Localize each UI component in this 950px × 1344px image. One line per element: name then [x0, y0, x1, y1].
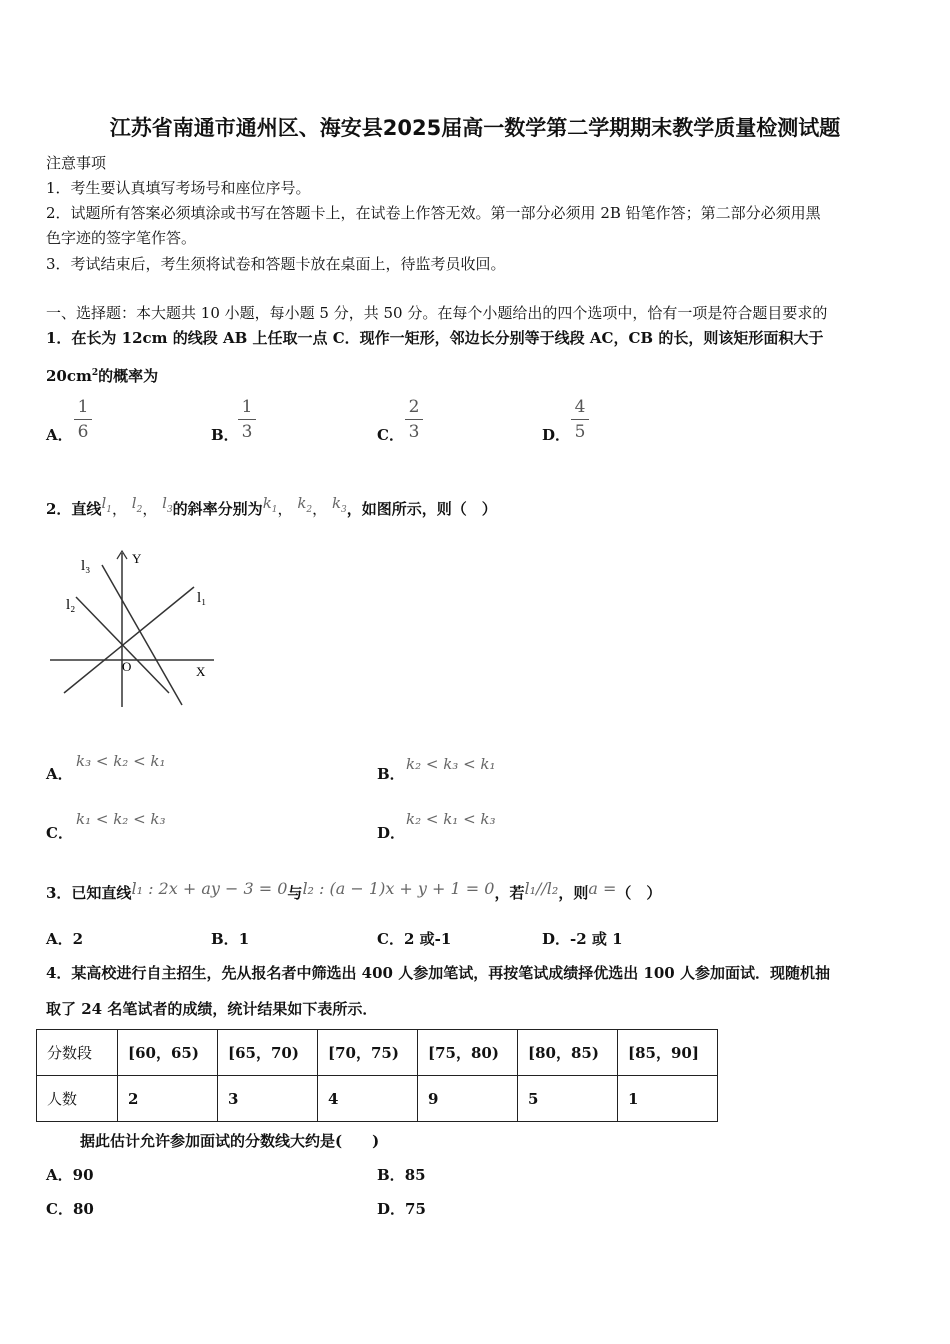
q1-stem-2: $20cm^2$的概率为: [46, 367, 159, 385]
section-heading: 一、选择题：本大题共 10 小题，每小题 5 分，共 50 分。在每个小题给出的四个选项中，恰有一项是符合题目要求的: [46, 304, 828, 322]
note-item-2: 2．试题所有答案必须填涂或书写在答题卡上，在试卷上作答无效。第一部分必须用 2B 铅笔作答；第二部分必须用黑: [46, 204, 821, 222]
label-l2: l₂: [66, 597, 76, 613]
table-cell: [60，65): [118, 1030, 218, 1076]
line-l1: [64, 587, 194, 693]
q2-option-c-label[interactable]: C．: [46, 824, 73, 842]
table-cell: 4: [318, 1076, 418, 1122]
label-y: Y: [132, 551, 142, 566]
q2-stem: 2．直线$l_1$， $l_2$， $l_3$的斜率分别为$k_1$， $k_2$， $k_3$，如图所示，则（ ）: [46, 494, 497, 518]
label-origin: O: [122, 659, 132, 674]
q4-stem: 4．某高校进行自主招生，先从报名者中筛选出 400 人参加笔试，再按笔试成绩择优选出 100 人参加面试．现随机抽: [46, 964, 830, 982]
q3-option-b[interactable]: B．1: [211, 930, 250, 948]
q2-option-a-expr: k₃ < k₂ < k₁: [76, 752, 166, 770]
q3-option-d[interactable]: D．-2 或 1: [542, 930, 623, 948]
q1-option-d-fraction: 4 5: [571, 397, 589, 442]
table-cell: [80，85): [518, 1030, 618, 1076]
q1-stem: 1．在长为 12cm 的线段 AB 上任取一点 C．现作一矩形，邻边长分别等于线段 AC，CB 的长，则该矩形面积大于: [46, 329, 824, 347]
line-l3: [102, 565, 182, 705]
q3-option-a[interactable]: A．2: [46, 930, 84, 948]
table-cell: 9: [418, 1076, 518, 1122]
table-cell: 3: [218, 1076, 318, 1122]
q2-option-d-label[interactable]: D．: [377, 824, 406, 842]
q2-option-c-expr: k₁ < k₂ < k₃: [76, 810, 166, 828]
q2-option-b-label[interactable]: B．: [377, 765, 405, 783]
note-item-2-cont: 色字迹的签字笔作答。: [46, 229, 197, 247]
notes-heading: 注意事项: [46, 154, 107, 172]
q4-option-c[interactable]: C．80: [46, 1200, 94, 1218]
q1-option-a-fraction: 1 6: [74, 397, 92, 442]
q3-option-c[interactable]: C．2 或-1: [377, 930, 452, 948]
q1-option-a-label[interactable]: A．: [46, 426, 73, 444]
table-cell: 5: [518, 1076, 618, 1122]
q2-option-b-expr: k₂ < k₃ < k₁: [406, 755, 496, 773]
note-item-1: 1．考生要认真填写考场号和座位序号。: [46, 179, 311, 197]
q1-option-b-label[interactable]: B．: [211, 426, 239, 444]
q3-stem: 3．已知直线l₁ : 2x + ay − 3 = 0与l₂ : (a − 1)x + y + 1 = 0，若l₁//l₂，则a =（ ）: [46, 879, 662, 902]
q1-option-c-fraction: 2 3: [405, 397, 423, 442]
table-cell: 2: [118, 1076, 218, 1122]
q2-option-d-expr: k₂ < k₁ < k₃: [406, 810, 496, 828]
q1-option-b-fraction: 1 3: [238, 397, 256, 442]
table-cell: 分数段: [37, 1030, 118, 1076]
table-cell: [70，75): [318, 1030, 418, 1076]
q4-prompt: 据此估计允许参加面试的分数线大约是( ): [80, 1132, 380, 1150]
q2-option-a-label[interactable]: A．: [46, 765, 73, 783]
q4-option-a[interactable]: A．90: [46, 1166, 94, 1184]
q2-figure: [44, 545, 224, 715]
table-row: [37, 1076, 718, 1122]
table-cell: 1: [618, 1076, 718, 1122]
table-cell: [65，70): [218, 1030, 318, 1076]
label-x: X: [196, 664, 206, 679]
table-cell: [85，90]: [618, 1030, 718, 1076]
table-cell: [75，80): [418, 1030, 518, 1076]
note-item-3: 3．考试结束后，考生须将试卷和答题卡放在桌面上，待监考员收回。: [46, 255, 506, 273]
table-row: [37, 1030, 718, 1076]
score-table: [36, 1029, 718, 1122]
q1-option-d-label[interactable]: D．: [542, 426, 571, 444]
q4-option-b[interactable]: B．85: [377, 1166, 426, 1184]
page-title: 江苏省南通市通州区、海安县2025届高一数学第二学期期末教学质量检测试题: [109, 116, 841, 140]
label-l1: l₁: [197, 590, 207, 606]
q4-option-d[interactable]: D．75: [377, 1200, 426, 1218]
q4-stem-2: 取了 24 名笔试者的成绩，统计结果如下表所示．: [46, 1000, 378, 1018]
q1-option-c-label[interactable]: C．: [377, 426, 404, 444]
table-cell: 人数: [37, 1076, 118, 1122]
label-l3: l₃: [81, 558, 91, 574]
